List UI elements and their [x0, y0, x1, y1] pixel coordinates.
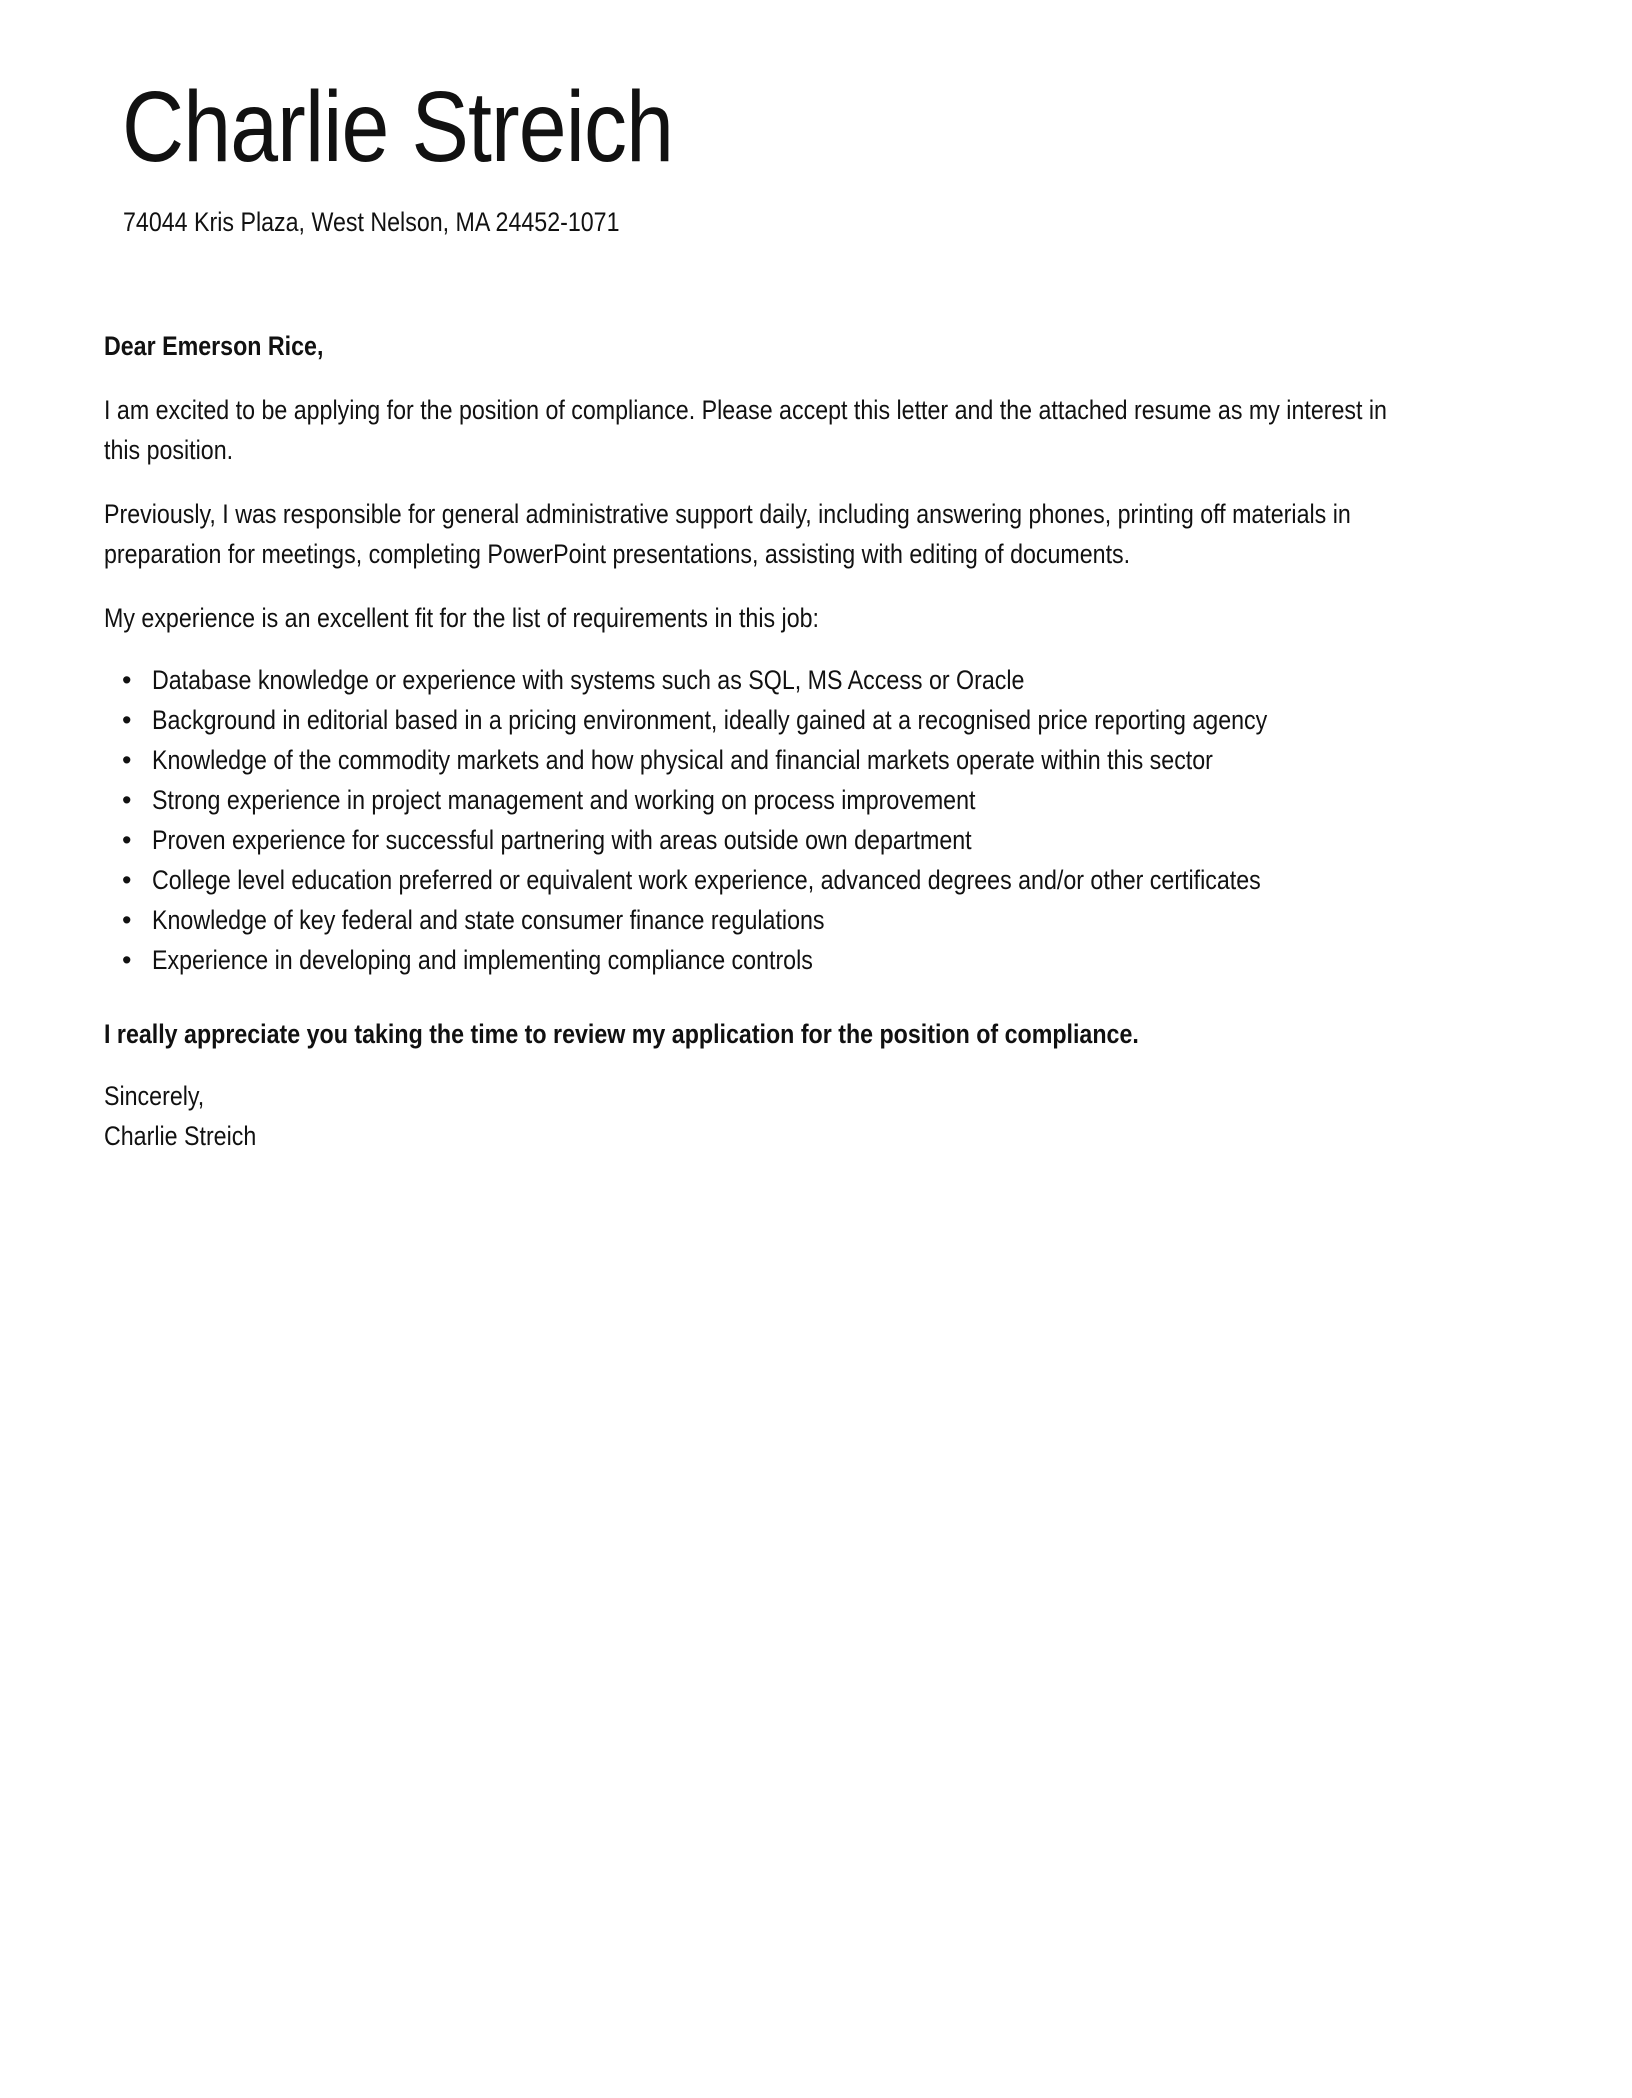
experience-paragraph: Previously, I was responsible for general administrative support daily, including answering phones, printing off materials in preparation for meetings, completing PowerPoint presentations, assisting with editing of documents.	[104, 499, 1351, 569]
requirement-item: • Database knowledge or experience with systems such as SQL, MS Access or Oracle	[152, 660, 1564, 700]
bullet-icon: •	[122, 745, 132, 775]
signature-name: Charlie Streich	[104, 1121, 257, 1151]
bullet-icon: •	[122, 705, 132, 735]
closing-statement: I really appreciate you taking the time to review my application for the position of compliance.	[104, 1019, 1139, 1049]
signoff: Sincerely, Charlie Streich	[104, 1076, 1564, 1156]
bullet-icon: •	[122, 865, 132, 895]
intro-paragraph: I am excited to be applying for the position of compliance. Please accept this letter and the attached resume as my interest in this position.	[104, 395, 1387, 465]
requirement-item: • Knowledge of the commodity markets and how physical and financial markets operate within this sector	[152, 740, 1564, 780]
requirement-item: • Background in editorial based in a pricing environment, ideally gained at a recognised price reporting agency	[152, 700, 1564, 740]
bullet-icon: •	[122, 785, 132, 815]
requirement-item: • College level education preferred or equivalent work experience, advanced degrees and/or other certificates	[152, 860, 1564, 900]
requirement-item: • Knowledge of key federal and state consumer finance regulations	[152, 900, 1564, 940]
letter-body	[104, 326, 1564, 1156]
applicant-address: 74044 Kris Plaza, West Nelson, MA 24452-1071	[123, 207, 620, 237]
requirements-list	[104, 660, 1564, 980]
bullet-icon: •	[122, 825, 132, 855]
requirement-item: • Strong experience in project management and working on process improvement	[152, 780, 1564, 820]
requirement-item: • Proven experience for successful partnering with areas outside own department	[152, 820, 1564, 860]
salutation: Dear Emerson Rice,	[104, 331, 324, 361]
requirement-item: • Experience in developing and implementing compliance controls	[152, 940, 1564, 980]
bullet-icon: •	[122, 665, 132, 695]
bullet-icon: •	[122, 945, 132, 975]
bullet-icon: •	[122, 905, 132, 935]
requirements-intro: My experience is an excellent fit for the list of requirements in this job:	[104, 603, 819, 633]
applicant-name: Charlie Streich	[122, 71, 674, 183]
